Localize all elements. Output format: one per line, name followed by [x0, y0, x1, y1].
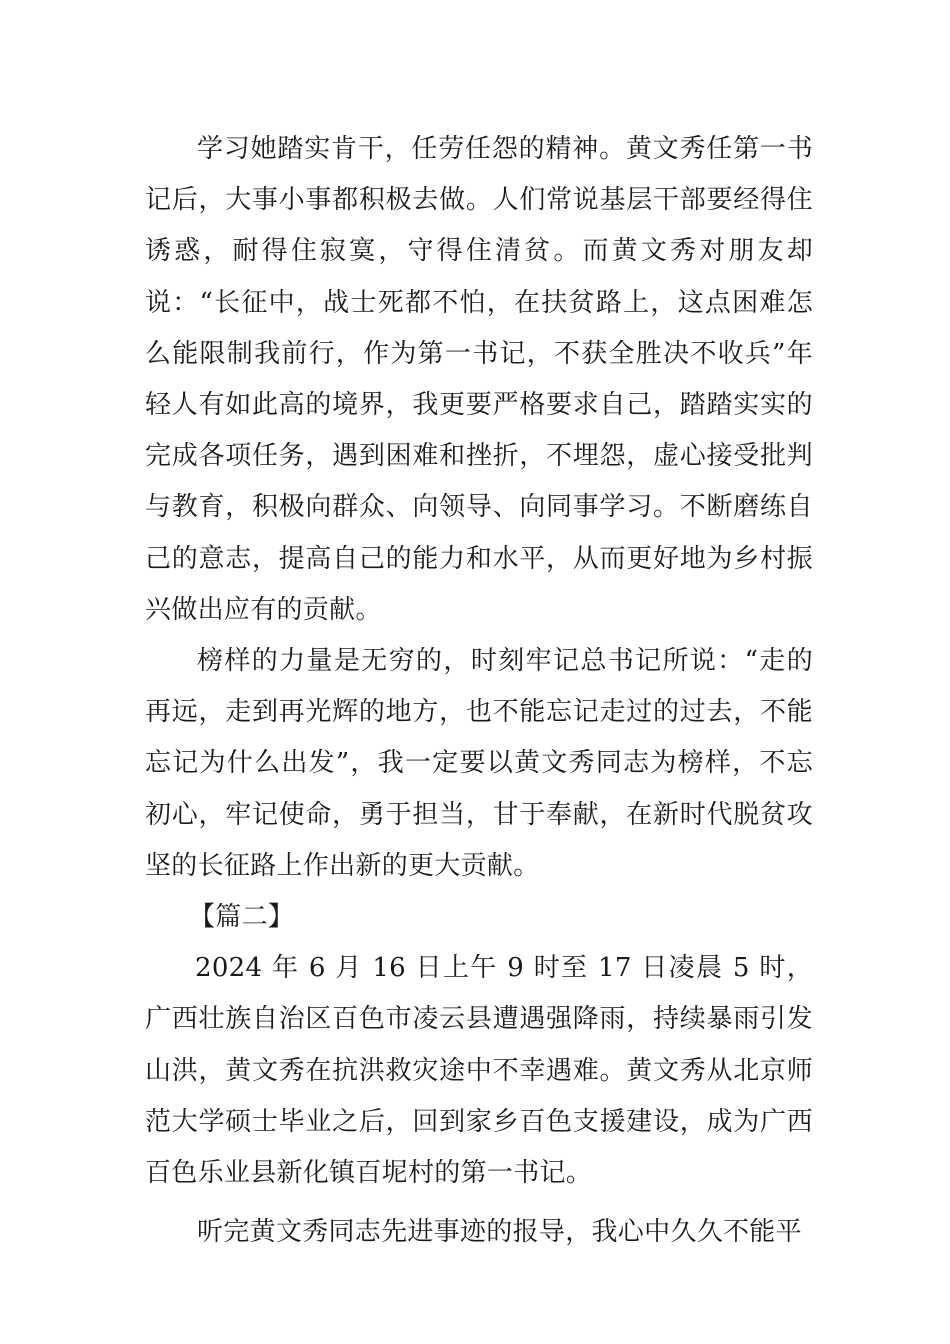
paragraph: 2024 年 6 月 16 日上午 9 时至 17 日凌晨 5 时，广西壮族自治区百色市凌云县遭遇强降雨，持续暴雨引发山洪，黄文秀在抗洪救灾途中不幸遇难。黄文秀从北京师范大学硕士毕业之后，回到家乡百色支援建设，成为广西百色乐业县新化镇百坭村的第一书记。 [145, 953, 813, 1189]
paragraph: 听完黄文秀同志先进事迹的报导，我心中久久不能平 [197, 1217, 802, 1248]
document-body [145, 124, 813, 1258]
paragraph: 学习她踏实肯干，任劳任怨的精神。黄文秀任第一书记后，大事小事都积极去做。人们常说基层干部要经得住诱惑，耐得住寂寞，守得住清贫。而黄文秀对朋友却说：“长征中，战士死都不怕，在扶贫路上，这点困难怎么能限制我前行，作为第一书记，不获全胜决不收兵”年轻人有如此高的境界，我更要严格要求自己，踏踏实实的完成各项任务，遇到困难和挫折，不埋怨，虚心接受批判与教育，积极向群众、向领导、向同事学习。不断磨练自己的意志，提高自己的能力和水平，从而更好地为乡村振兴做出应有的贡献。 [145, 134, 813, 625]
section-heading: 【篇二】 [189, 902, 295, 933]
paragraph: 榜样的力量是无穷的，时刻牢记总书记所说：“走的再远，走到再光辉的地方，也不能忘记走过的过去，不能忘记为什么出发”，我一定要以黄文秀同志为榜样，不忘初心，牢记使命，勇于担当，甘于奉献，在新时代脱贫攻坚的长征路上作出新的更大贡献。 [145, 646, 813, 881]
